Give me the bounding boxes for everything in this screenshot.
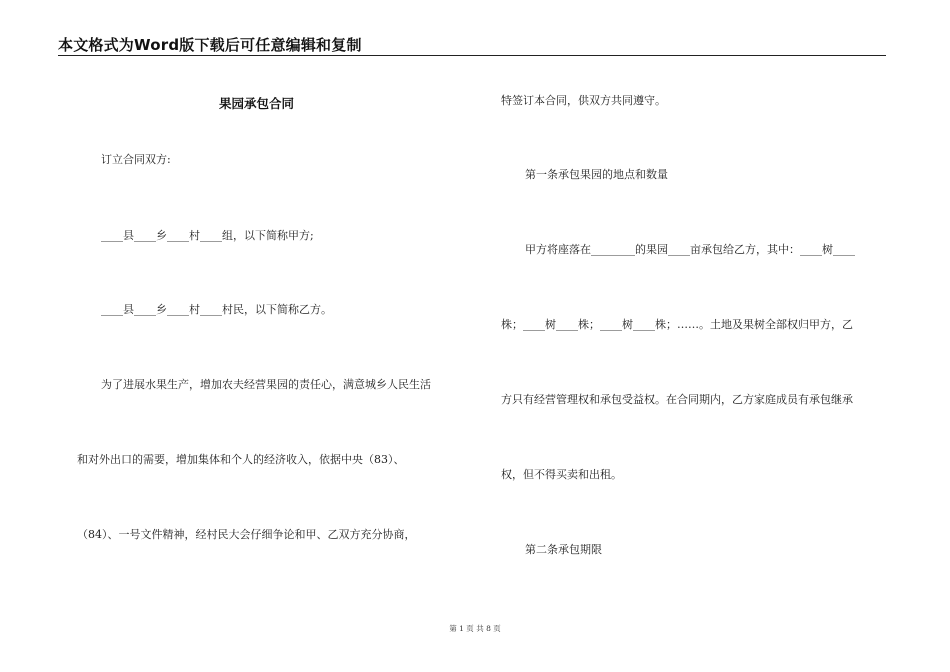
paragraph-line: 订立合同双方: [101,153,171,166]
paragraph-line: ____县____乡____村____村民，以下简称乙方。 [101,303,332,316]
right-column [475,0,950,672]
paragraph-line: ____县____乡____村____组，以下简称甲方; [101,229,314,242]
paragraph-line: 方只有经营管理权和承包受益权。在合同期内，乙方家庭成员有承包继承 [501,393,853,406]
paragraph-line: 株；____树____株；____树____株；……。土地及果树全部权归甲方，乙 [501,318,853,331]
section-heading: 第一条承包果园的地点和数量 [525,168,668,181]
document-title: 果园承包合同 [219,96,295,111]
section-heading: 第二条承包期限 [525,543,602,556]
paragraph-line: 为了进展水果生产，增加农夫经营果园的责任心，满意城乡人民生活 [101,378,431,391]
paragraph-line: 和对外出口的需要，增加集体和个人的经济收入，依据中央（83）、 [77,453,405,466]
paragraph-line: （84）、一号文件精神，经村民大会仔细争论和甲、乙双方充分协商， [77,528,416,541]
paragraph-line: 甲方将座落在________的果园____亩承包给乙方，其中：____树____ [525,243,855,256]
paragraph-line: 权，但不得买卖和出租。 [501,468,622,481]
page-number: 第 1 页 共 8 页 [449,624,501,633]
paragraph-line: 特签订本合同，供双方共同遵守。 [501,94,666,107]
header-text: 本文格式为Word版下载后可任意编辑和复制 [58,36,362,54]
